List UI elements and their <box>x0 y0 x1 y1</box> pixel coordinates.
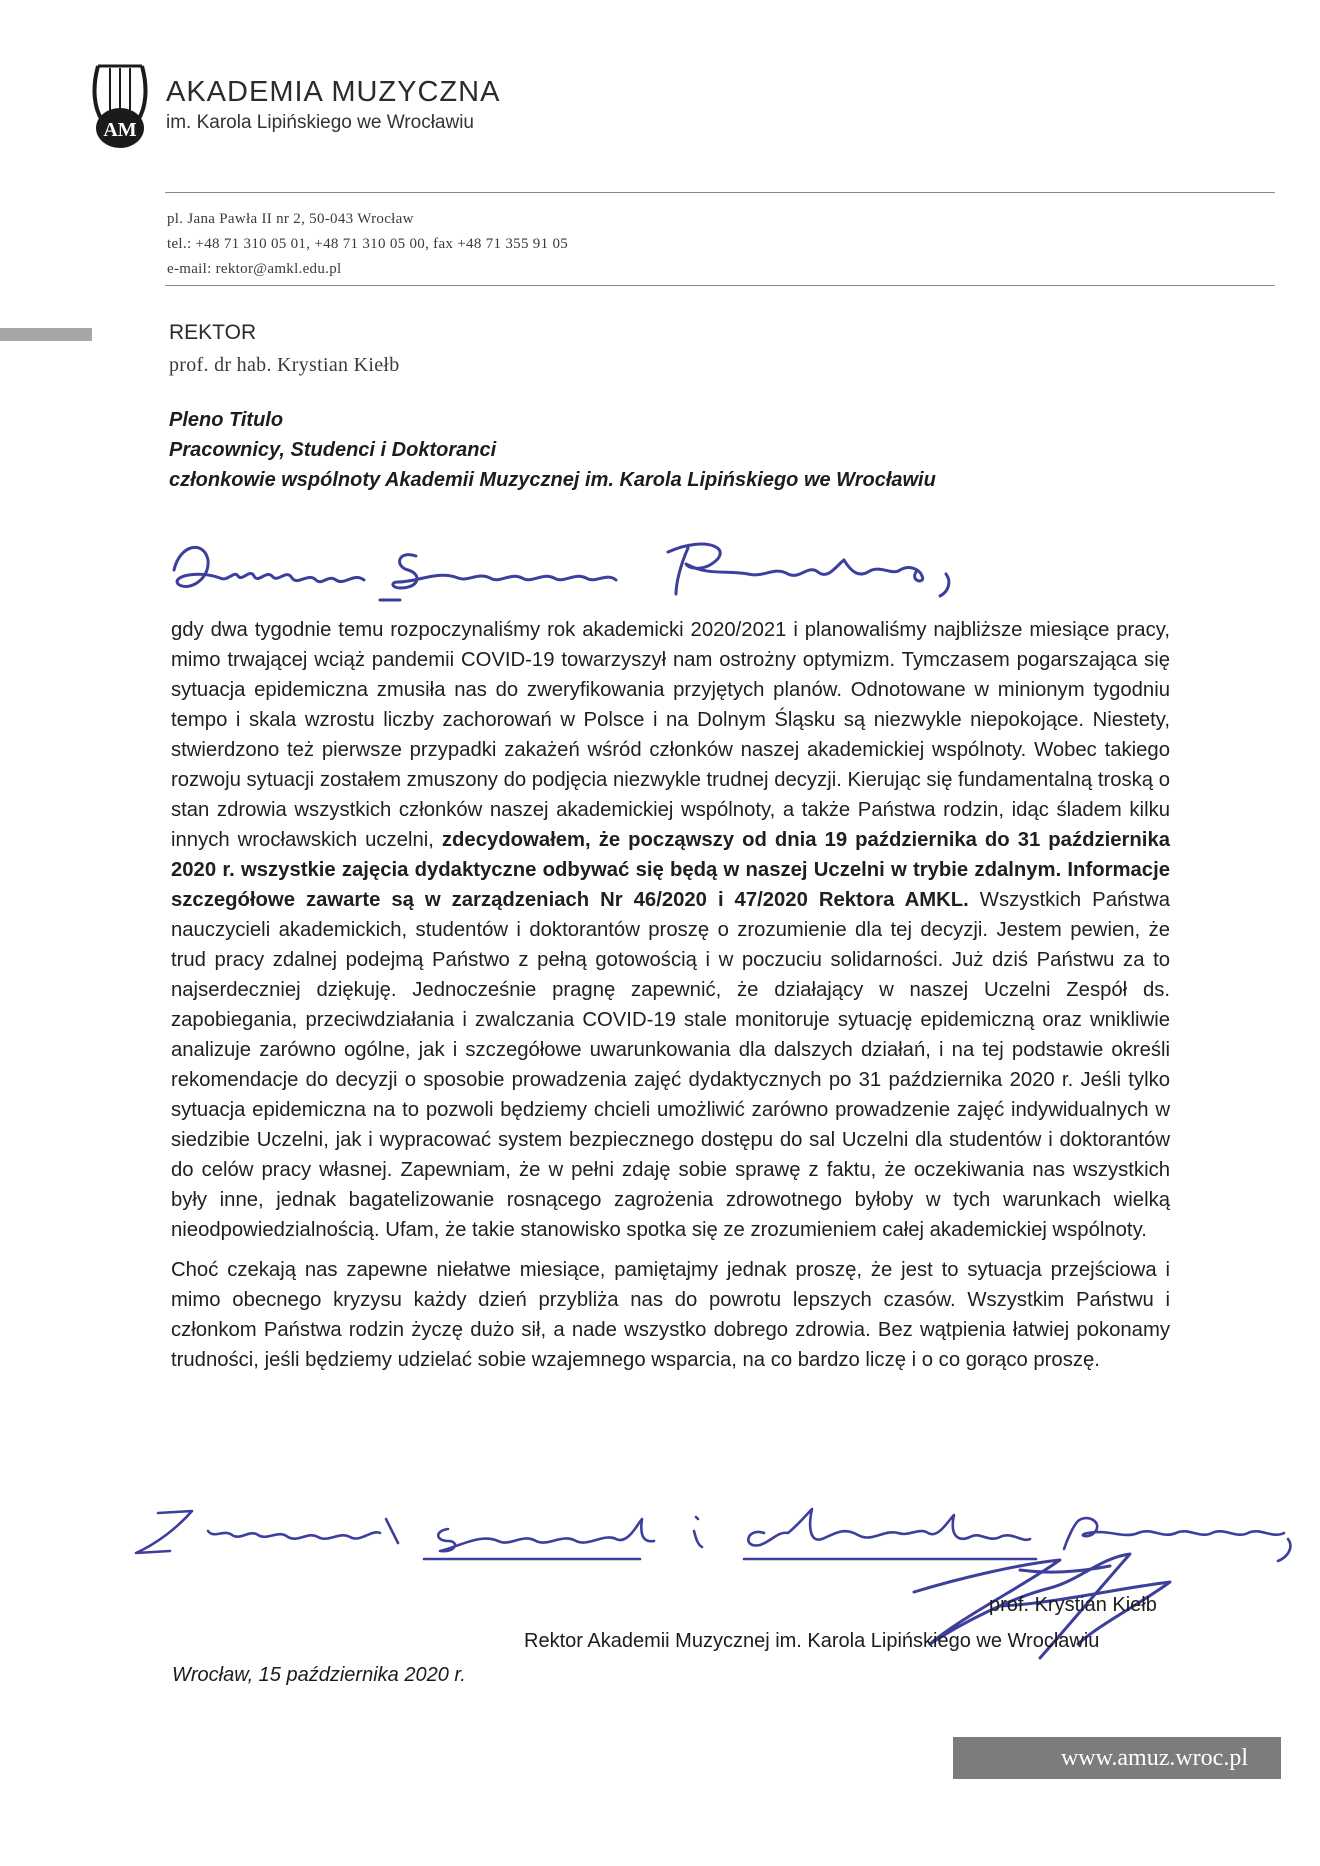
sender-name: prof. dr hab. Krystian Kiełb <box>169 354 400 376</box>
addressee-line: członkowie wspólnoty Akademii Muzycznej im. Karola Lipińskiego we Wrocławiu <box>169 469 936 491</box>
logo-monogram: AM <box>103 119 137 141</box>
sender-title: REKTOR <box>169 321 257 344</box>
contact-phone: tel.: +48 71 310 05 01, +48 71 310 05 00, fax +48 71 355 91 05 <box>167 236 569 252</box>
body-paragraph: Choć czekają nas zapewne niełatwe miesiące, pamiętajmy jednak proszę, że jest to sytuacja przejściowa i mimo obecnego kryzysu każdy dzień przybliża nas do powrotu lepszych czasów. Wszystkim Państwu i członkom Państwa rodzin życzę dużo sił, a nade wszystko dobrego zdrowia. Bez wątpienia łatwiej pokonamy trudności, jeśli będziemy udzielać sobie wzajemnego wsparcia, na co bardzo liczę i o co gorąco proszę. <box>171 1259 1170 1371</box>
body-paragraph <box>171 615 1170 1245</box>
institution-subname: im. Karola Lipińskiego we Wrocławiu <box>166 112 474 133</box>
letterhead-top-rule <box>165 192 1275 193</box>
website-link[interactable]: www.amuz.wroc.pl <box>953 1737 1281 1779</box>
signatory-role: Rektor Akademii Muzycznej im. Karola Lipińskiego we Wrocławiu <box>524 1630 1100 1652</box>
place-and-date: Wrocław, 15 października 2020 r. <box>172 1664 466 1686</box>
signatory-name: prof. Krystian Kiełb <box>989 1594 1157 1616</box>
letter-body <box>171 615 1170 1385</box>
letterhead-bottom-rule <box>165 285 1275 286</box>
body-text-part: Wszystkich Państwa nauczycieli akademickich, studentów i doktorantów proszę o zrozumienie dla tej decyzji. Jestem pewien, że trud pracy zdalnej podejmą Państwo z pełną gotowością i w poczuciu solidarności. Już dziś Państwu za to najserdeczniej dziękuję. Jednocześnie pragnę zapewnić, że działający w naszej Uczelni Zespół ds. zapobiegania, przeciwdziałania i zwalczania COVID-19 stale monitoruje sytuację epidemiczną oraz wnikliwie analizuje zarówno ogólne, jak i szczegółowe uwarunkowania dla dalszych działań, i na tej podstawie określi rekomendacje do decyzji o sposobie prowadzenia zajęć dydaktycznych po 31 października 2020 r. Jeśli tylko sytuacja epidemiczna na to pozwoli będziemy chcieli umożliwić zarówno prowadzenie zajęć indywidualnych w siedzibie Uczelni, jak i wypracować system bezpiecznego dostępu do sal Uczelni dla studentów i doktorantów do celów pracy własnej. Zapewniam, że w pełni zdaję sobie sprawę z faktu, że oczekiwania nas wszystkich były inne, jednak bagatelizowanie rosnącego zagrożenia zdrowotnego byłoby w tych warunkach wielką nieodpowiedzialnością. Ufam, że takie stanowisko spotka się ze zrozumieniem całej akademickiej wspólnoty. <box>171 889 1170 1241</box>
handwritten-salutation <box>168 530 1008 608</box>
body-text-part: gdy dwa tygodnie temu rozpoczynaliśmy rok akademicki 2020/2021 i planowaliśmy najbliższe miesiące pracy, mimo trwającej wciąż pandemii COVID-19 towarzyszył nam ostrożny optymizm. Tymczasem pogarszająca się sytuacja epidemiczna zmusiła nas do zweryfikowania przyjętych planów. Odnotowane w minionym tygodniu tempo i skala wzrostu liczby zachorowań w Polsce i na Dolnym Śląsku są niezwykle niepokojące. Niestety, stwierdzono też pierwsze przypadki zakażeń wśród członków naszej akademickiej wspólnoty. Wobec takiego rozwoju sytuacji zostałem zmuszony do podjęcia niezwykle trudnej decyzji. Kierując się fundamentalną troską o stan zdrowia wszystkich członków naszej akademickiej wspólnoty, a także Państwa rodzin, idąc śladem kilku innych wrocławskich uczelni, <box>171 619 1170 851</box>
body-text-emphasis: zdecydowałem, że począwszy od dnia 19 października do 31 października 2020 r. wszystkie zajęcia dydaktyczne odbywać się będą w naszej Uczelni w trybie zdalnym. Informacje szczegółowe zawarte są w zarządzeniach Nr 46/2020 i 47/2020 Rektora AMKL. <box>171 829 1171 911</box>
margin-marker <box>0 328 92 341</box>
addressee-line: Pracownicy, Studenci i Doktoranci <box>169 439 497 461</box>
addressee-line: Pleno Titulo <box>169 409 284 431</box>
contact-address: pl. Jana Pawła II nr 2, 50-043 Wrocław <box>167 211 414 227</box>
institution-name: AKADEMIA MUZYCZNA <box>166 76 501 108</box>
contact-email: e-mail: rektor@amkl.edu.pl <box>167 261 342 277</box>
lyre-emblem-icon <box>88 58 152 150</box>
